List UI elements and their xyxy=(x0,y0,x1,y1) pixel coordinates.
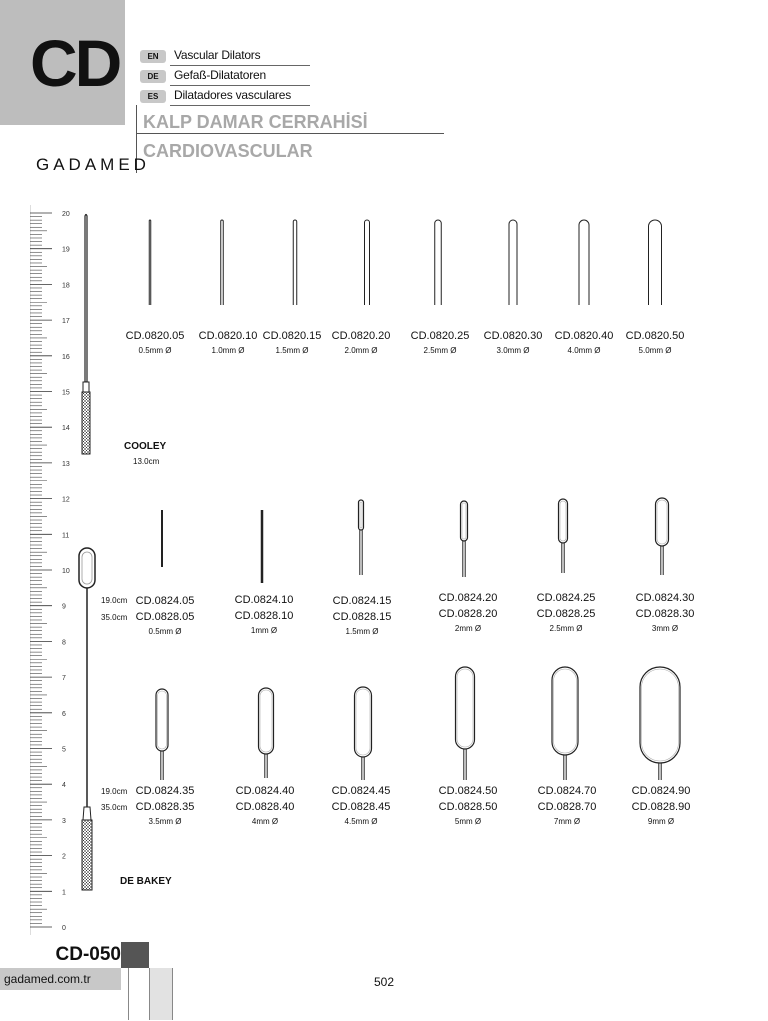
product-code: CD.0828.90 xyxy=(631,801,691,813)
dilator-tip-icon xyxy=(456,667,475,749)
measuring-ruler xyxy=(30,205,80,935)
product-size: 0.5mm Ø xyxy=(138,346,172,355)
product-code: CD.0820.40 xyxy=(554,330,614,342)
product-code: CD.0824.05 xyxy=(135,595,195,607)
product-code: CD.0820.20 xyxy=(331,330,391,342)
product-code: CD.0828.15 xyxy=(332,611,392,623)
product-code: CD.0824.20 xyxy=(438,592,498,604)
product-size: 9mm Ø xyxy=(647,817,675,826)
product-size: 0.5mm Ø xyxy=(148,627,182,636)
product-code: CD.0820.05 xyxy=(125,330,185,342)
language-title: Gefaß-Dilatatoren xyxy=(174,68,266,82)
product-code: CD.0828.50 xyxy=(438,801,498,813)
ruler-label: 16 xyxy=(62,353,70,361)
category-code: CD xyxy=(30,26,120,100)
debakey-tips-row1 xyxy=(130,495,690,590)
language-title: Dilatadores vasculares xyxy=(174,88,291,102)
ruler-label: 2 xyxy=(62,853,66,861)
product-size: 4.5mm Ø xyxy=(344,817,378,826)
website: gadamed.com.tr xyxy=(4,972,91,986)
ruler-label: 13 xyxy=(62,460,70,468)
divider xyxy=(170,65,310,66)
ruler-label: 0 xyxy=(62,925,66,932)
product-length: 19.0cm xyxy=(101,596,128,605)
product-code: CD.0824.45 xyxy=(331,785,391,797)
ruler-label: 4 xyxy=(62,782,66,790)
product-size: 5.0mm Ø xyxy=(638,346,672,355)
ruler-label: 14 xyxy=(62,425,70,433)
footer-frame xyxy=(150,968,173,1020)
product-code: CD.0820.10 xyxy=(198,330,258,342)
product-code: CD.0824.25 xyxy=(536,592,596,604)
product-code: CD.0820.30 xyxy=(483,330,543,342)
divider xyxy=(170,85,310,86)
ruler-label: 9 xyxy=(62,603,66,611)
product-name: COOLEY xyxy=(124,441,167,452)
dilator-tip-icon xyxy=(359,500,364,530)
cooley-tips xyxy=(135,215,695,315)
ruler-label: 8 xyxy=(62,639,66,647)
language-badge: ES xyxy=(140,90,166,103)
product-code: CD.0828.40 xyxy=(235,801,295,813)
cooley-instrument-icon xyxy=(76,212,96,462)
section-title-tr: KALP DAMAR CERRAHİSİ xyxy=(143,112,368,132)
product-size: 2.0mm Ø xyxy=(344,346,378,355)
product-code: CD.0824.10 xyxy=(234,594,294,606)
product-size: 2.5mm Ø xyxy=(549,624,583,633)
product-code: CD.0828.35 xyxy=(135,801,195,813)
ruler-label: 12 xyxy=(62,496,70,504)
product-name: DE BAKEY xyxy=(120,876,172,887)
product-code: CD.0824.35 xyxy=(135,785,195,797)
ruler-label: 11 xyxy=(62,532,70,540)
section-title-en: CARDIOVASCULAR xyxy=(143,141,313,161)
dilator-tip-icon xyxy=(355,687,372,757)
product-size: 1mm Ø xyxy=(250,626,278,635)
product-size: 7mm Ø xyxy=(553,817,581,826)
dilator-tip-icon xyxy=(509,220,517,305)
product-size: 3.0mm Ø xyxy=(496,346,530,355)
product-size: 1.5mm Ø xyxy=(275,346,309,355)
ruler-ticks xyxy=(30,205,70,935)
product-size: 1.0mm Ø xyxy=(211,346,245,355)
product-size: 4mm Ø xyxy=(251,817,279,826)
product-code: CD.0824.50 xyxy=(438,785,498,797)
dilator-tip-icon xyxy=(579,220,589,305)
product-code: CD.0824.90 xyxy=(631,785,691,797)
product-size: 5mm Ø xyxy=(454,817,482,826)
product-code: CD.0824.40 xyxy=(235,785,295,797)
dilator-tip-icon xyxy=(156,689,168,751)
product-size: 3.5mm Ø xyxy=(148,817,182,826)
dilator-tip-icon xyxy=(149,220,151,305)
ruler-label: 3 xyxy=(62,817,66,825)
divider xyxy=(136,133,444,134)
ruler-label: 18 xyxy=(62,282,70,290)
ruler-label: 7 xyxy=(62,675,66,683)
divider xyxy=(170,105,310,106)
dilator-tip-icon xyxy=(435,220,442,305)
dilator-tip-icon xyxy=(293,220,297,305)
product-code: CD.0820.25 xyxy=(410,330,470,342)
ruler-label: 20 xyxy=(62,211,70,218)
dilator-tip-icon xyxy=(365,220,370,305)
ruler-label: 17 xyxy=(62,318,70,326)
product-code: CD.0828.10 xyxy=(234,610,294,622)
dilator-tip-icon xyxy=(649,220,662,305)
product-length: 19.0cm xyxy=(101,787,128,796)
ruler-label: 19 xyxy=(62,246,70,254)
ruler-label: 5 xyxy=(62,746,66,754)
product-size: 3mm Ø xyxy=(651,624,679,633)
product-code: CD.0824.15 xyxy=(332,595,392,607)
footer-frame xyxy=(128,968,150,1020)
dilator-tip-icon xyxy=(461,501,468,541)
language-title: Vascular Dilators xyxy=(174,48,261,62)
product-code: CD.0824.30 xyxy=(635,592,695,604)
product-code: CD.0828.45 xyxy=(331,801,391,813)
product-code: CD.0828.25 xyxy=(536,608,596,620)
ruler-label: 15 xyxy=(62,389,70,397)
dilator-tip-icon xyxy=(259,688,274,754)
product-code: CD.0828.70 xyxy=(537,801,597,813)
product-code: CD.0828.20 xyxy=(438,608,498,620)
product-code: CD.0820.50 xyxy=(625,330,685,342)
product-code: CD.0820.15 xyxy=(262,330,322,342)
product-length: 35.0cm xyxy=(101,803,128,812)
ruler-label: 6 xyxy=(62,710,66,718)
product-code: CD.0828.30 xyxy=(635,608,695,620)
debakey-tips-row2 xyxy=(130,662,690,782)
dilator-tip-icon xyxy=(656,498,669,546)
product-size: 4.0mm Ø xyxy=(567,346,601,355)
dilator-tip-icon xyxy=(221,220,224,305)
debakey-instrument-icon xyxy=(76,545,100,915)
ruler-label: 1 xyxy=(62,889,66,897)
brand-logo: GADAMED xyxy=(36,155,150,174)
product-code: CD.0828.05 xyxy=(135,611,195,623)
page-code: CD-050 xyxy=(55,944,121,965)
language-badge: DE xyxy=(140,70,166,83)
product-length: 35.0cm xyxy=(101,613,128,622)
dilator-tip-icon xyxy=(552,667,578,755)
language-badge: EN xyxy=(140,50,166,63)
ruler-label: 10 xyxy=(62,568,70,575)
product-size: 2.5mm Ø xyxy=(423,346,457,355)
product-size: 2mm Ø xyxy=(454,624,482,633)
product-size: 1.5mm Ø xyxy=(345,627,379,636)
product-length: 13.0cm xyxy=(133,457,160,466)
page-number: 502 xyxy=(374,975,395,989)
dilator-tip-icon xyxy=(640,667,680,763)
footer-dark-block xyxy=(121,942,149,968)
product-code: CD.0824.70 xyxy=(537,785,597,797)
